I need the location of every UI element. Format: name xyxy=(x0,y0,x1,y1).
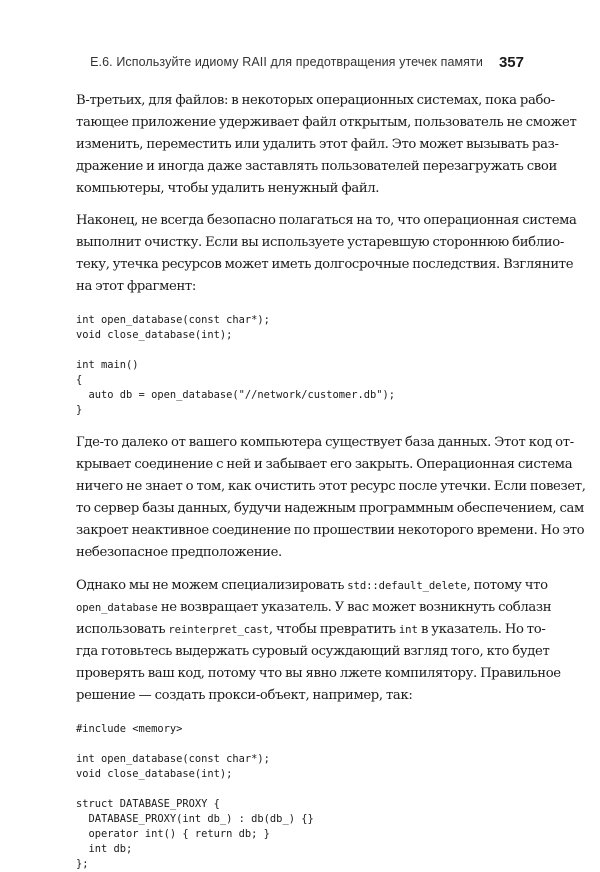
text-line: на этот фрагмент: xyxy=(76,279,196,294)
page-body xyxy=(76,90,586,872)
text-line: закроет неактивное соединение по прошествии некоторого времени. Но это xyxy=(76,523,585,538)
text-line xyxy=(76,575,548,597)
running-header xyxy=(76,52,524,72)
text-span: Однако мы не можем специализировать xyxy=(76,578,348,593)
text-line: дражение и иногда даже заставлять пользователей перезагружать свои xyxy=(76,159,557,174)
code-listing-proxy: #include <memory> int open_database(const char*); void close_database(int); struct DATABASE_PROXY { DATABASE_PROXY(int db_) : db(db_) {} operator int() { return db; } int db; }; xyxy=(76,723,314,870)
code-listing-leak: int open_database(const char*); void close_database(int); int main() { auto db = open_database("//network/customer.db"); } xyxy=(76,314,396,416)
inline-code: open_database xyxy=(76,602,158,614)
paragraph-database xyxy=(76,432,586,564)
text-line xyxy=(76,597,552,619)
text-span: , чтобы превратить xyxy=(268,622,399,637)
text-line: В-третьих, для файлов: в некоторых операционных системах, пока рабо- xyxy=(76,93,555,108)
text-line: выполнит очистку. Если вы используете устаревшую стороннюю библио- xyxy=(76,235,564,250)
text-line: теку, утечка ресурсов может иметь долгосрочные последствия. Взгляните xyxy=(76,257,574,272)
text-line: ничего не знает о том, как очистить этот ресурс после утечки. Если повезет, xyxy=(76,479,586,494)
inline-code: int xyxy=(398,624,418,636)
text-span: в указатель. Но то- xyxy=(417,622,546,637)
paragraph-files xyxy=(76,90,577,200)
chapter-section-title: E.6. Используйте идиому RAII для предотвращения утечек памяти xyxy=(90,55,483,69)
text-span: , потому что xyxy=(466,578,548,593)
text-line: то сервер базы данных, будучи надежным программным обеспечением, сам xyxy=(76,501,584,516)
text-line: тающее приложение удерживает файл открытым, пользователь не сможет xyxy=(76,115,577,130)
text-line: изменить, переместить или удалить этот файл. Это может вызывать раз- xyxy=(76,137,559,152)
paragraph-cleanup xyxy=(76,210,577,298)
text-line: крывает соединение с ней и забывает его закрыть. Операционная система xyxy=(76,457,573,472)
text-line: компьютеры, чтобы удалить ненужный файл. xyxy=(76,181,380,196)
text-line: небезопасное предположение. xyxy=(76,545,282,560)
text-span: использовать xyxy=(76,622,169,637)
text-line: решение — создать прокси-объект, например, так: xyxy=(76,688,413,703)
inline-code: std::default_delete xyxy=(347,580,467,592)
text-line xyxy=(76,619,546,641)
inline-code: reinterpret_cast xyxy=(168,624,269,636)
text-line: Где-то далеко от вашего компьютера существует база данных. Этот код от- xyxy=(76,435,574,450)
paragraph-proxy xyxy=(76,575,561,707)
text-line: Наконец, не всегда безопасно полагаться на то, что операционная система xyxy=(76,213,577,228)
text-span: не возвращает указатель. У вас может возникнуть соблазн xyxy=(157,600,552,615)
text-line: проверять ваш код, потому что вы явно лжете компилятору. Правильное xyxy=(76,666,561,681)
page-number: 357 xyxy=(498,53,524,71)
text-line: гда готовьтесь выдержать суровый осуждающий взгляд того, кто будет xyxy=(76,644,550,659)
